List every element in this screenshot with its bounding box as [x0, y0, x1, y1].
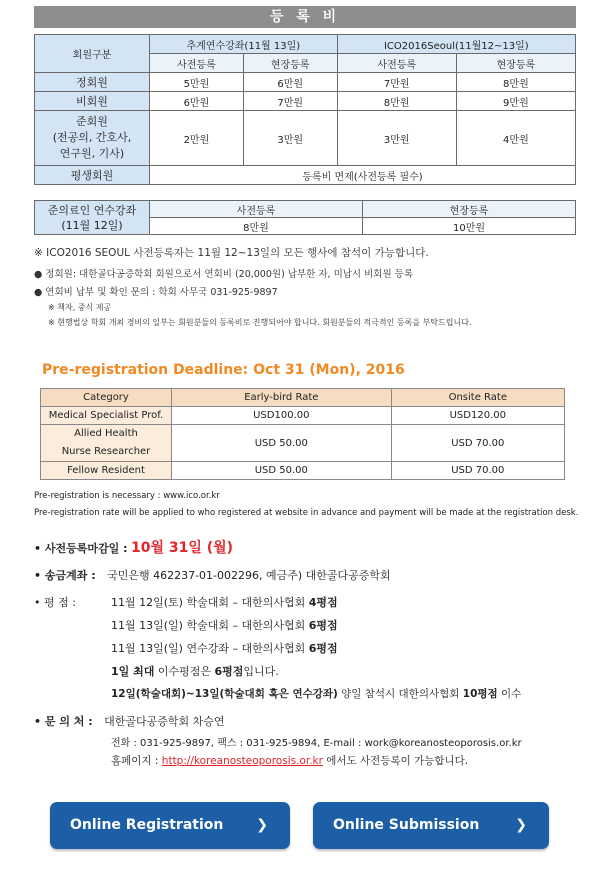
row-label: Fellow Resident	[41, 462, 172, 480]
en-fee-table	[40, 388, 565, 480]
header-category: 회원구분	[35, 35, 150, 73]
row-label: Allied Health Nurse Researcher	[41, 425, 172, 462]
button-label: Online Submission	[333, 817, 480, 833]
deadline-value: 10월 31일 (월)	[130, 540, 234, 556]
account-row	[34, 567, 391, 583]
homepage-line	[111, 753, 468, 768]
points-value: 6평점	[308, 619, 338, 632]
row-label: 준회원 (전공의, 간호사, 연구원, 기사)	[35, 111, 150, 166]
cell: 8만원	[456, 73, 575, 92]
header-early: Early-bird Rate	[172, 389, 392, 407]
row-label: Medical Specialist Prof.	[41, 407, 172, 425]
table-row	[35, 166, 576, 185]
points-text: 11월 13일(일) 학술대회 – 대한의사협회	[111, 619, 309, 632]
table-row	[41, 425, 565, 462]
header-event2: ICO2016Seoul(11월12~13일)	[337, 35, 575, 54]
online-submission-button[interactable]	[313, 802, 549, 849]
header-onsite: 현장등록	[363, 201, 576, 218]
homepage-link[interactable]: http://koreanosteoporosis.or.kr	[161, 755, 323, 767]
header-pre: 사전등록	[337, 54, 456, 73]
en-note: Pre-registration rate will be applied to who registered at website in advance and payment will be made at the registration desk.	[34, 508, 579, 518]
points-text: 양일 참석시 대한의사협회	[337, 688, 463, 700]
deadline-label: • 사전등록마감일 :	[34, 542, 128, 555]
note-small: ※ 현행법상 학회 개최 경비의 일부는 회원분들의 등록비로 진행되어야 합니다. 회원분들의 적극적인 등록을 부탁드립니다.	[48, 318, 472, 327]
header-pre: 사전등록	[150, 201, 363, 218]
points-line	[111, 594, 338, 610]
page-title: 등 록 비	[34, 6, 576, 28]
points-text: 이수	[497, 688, 522, 700]
cell: 2만원	[150, 111, 244, 166]
note-bullet: ● 연회비 납부 및 확인 문의 : 학회 사무국 031-925-9897	[34, 287, 278, 298]
button-label: Online Registration	[70, 817, 224, 833]
cell: 3만원	[337, 111, 456, 166]
en-notes	[34, 488, 578, 522]
points-label: • 평 점 :	[34, 596, 76, 609]
header-onsite: 현장등록	[456, 54, 575, 73]
cell: 5만원	[150, 73, 244, 92]
cell: USD 70.00	[391, 462, 564, 480]
points-text: 11월 13일(일) 연수강좌 – 대한의사협회	[111, 642, 309, 655]
table-row	[35, 92, 576, 111]
points-text: 입니다.	[243, 665, 279, 678]
table-row	[35, 111, 576, 166]
cell: 등록비 면제(사전등록 필수)	[150, 166, 576, 185]
cell: USD100.00	[172, 407, 392, 425]
points-text: 1일 최대	[111, 665, 155, 678]
cell: USD 50.00	[172, 462, 392, 480]
header-event1: 추계연수강좌(11월 13일)	[150, 35, 338, 54]
cell: 8만원	[337, 92, 456, 111]
note-bullet: ● 정회원: 대한골다공증학회 회원으로서 연회비 (20,000원) 납부한 자, 미납시 비회원 등록	[34, 269, 414, 280]
cell: USD 50.00	[172, 425, 392, 462]
online-registration-button[interactable]	[50, 802, 290, 849]
points-value: 6평점	[308, 642, 338, 655]
paramedic-fee-table	[34, 200, 576, 235]
notes	[34, 245, 594, 328]
header-pre: 사전등록	[150, 54, 244, 73]
contact-value: 대한골다공증학회 차승연	[104, 715, 225, 728]
cell: 3만원	[243, 111, 337, 166]
points-value: 10평점	[462, 688, 498, 700]
en-note: Pre-registration is necessary : www.ico.or.kr	[34, 491, 220, 501]
points-line	[111, 617, 338, 633]
registration-fee-table	[34, 34, 576, 185]
points-line	[111, 686, 521, 701]
points-line	[111, 640, 338, 656]
table-row	[41, 407, 565, 425]
homepage-suffix: 에서도 사전등록이 가능합니다.	[322, 755, 469, 767]
account-label: • 송금계좌 :	[34, 569, 96, 582]
cell: USD120.00	[391, 407, 564, 425]
cell: 6만원	[243, 73, 337, 92]
row-label: 준의료인 연수강좌 (11월 12일)	[35, 201, 150, 235]
note-small: ※ 책자, 중식 제공	[48, 303, 112, 312]
contact-row	[34, 713, 225, 729]
points-text: 이수평점은	[154, 665, 215, 678]
chevron-right-icon: ❯	[515, 817, 527, 833]
cell: 7만원	[243, 92, 337, 111]
homepage-label: 홈페이지 :	[111, 755, 162, 767]
header-onsite: 현장등록	[243, 54, 337, 73]
contact-phone: 전화 : 031-925-9897, 팩스 : 031-925-9894, E-mail : work@koreanosteoporosis.or.kr	[111, 738, 522, 749]
cell: 9만원	[456, 92, 575, 111]
cell: 4만원	[456, 111, 575, 166]
note-text: ※ ICO2016 SEOUL 사전등록자는 11월 12~13일의 모든 행사에 참석이 가능합니다.	[34, 247, 429, 259]
cell: USD 70.00	[391, 425, 564, 462]
points-value: 4평점	[308, 596, 338, 609]
points-line	[111, 663, 279, 679]
chevron-right-icon: ❯	[256, 817, 268, 833]
table-row	[41, 462, 565, 480]
cell: 10만원	[363, 218, 576, 235]
points-text: 12일(학술대회)~13일(학술대회 혹은 연수강좌)	[111, 688, 338, 700]
table-row	[35, 73, 576, 92]
points-value: 6평점	[214, 665, 244, 678]
contact-label: • 문 의 처 :	[34, 715, 93, 728]
row-label: 비회원	[35, 92, 150, 111]
deadline-heading: Pre-registration Deadline: Oct 31 (Mon), 2016	[42, 362, 405, 378]
cell: 7만원	[337, 73, 456, 92]
points-text: 11월 12일(토) 학술대회 – 대한의사협회	[111, 596, 309, 609]
header-category: Category	[41, 389, 172, 407]
header-onsite: Onsite Rate	[391, 389, 564, 407]
cell: 6만원	[150, 92, 244, 111]
row-label: 정회원	[35, 73, 150, 92]
row-label: 평생회원	[35, 166, 150, 185]
cell: 8만원	[150, 218, 363, 235]
deadline-row	[34, 537, 233, 557]
account-value: 국민은행 462237-01-002296, 예금주) 대한골다공증학회	[107, 569, 391, 582]
